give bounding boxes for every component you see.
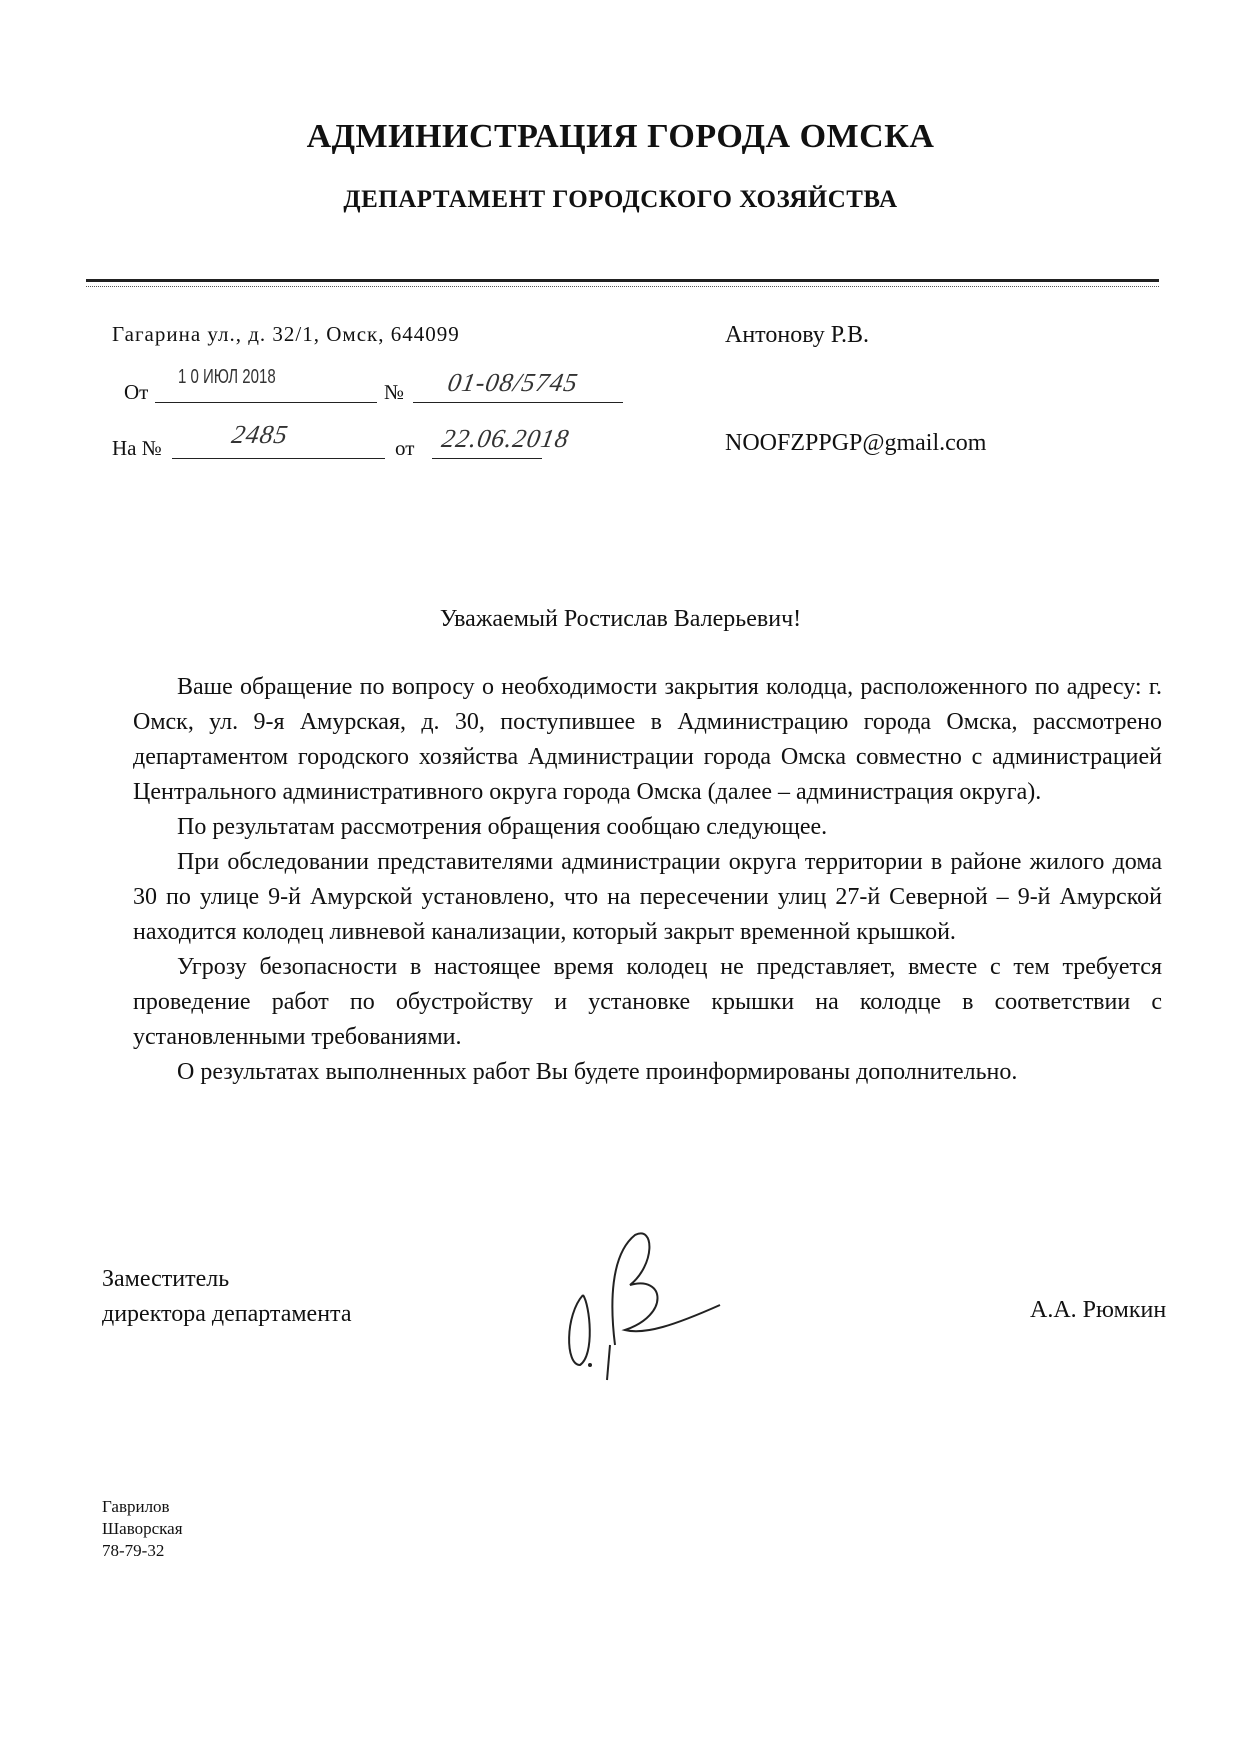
recipient-email: NOOFZPPGP@gmail.com bbox=[725, 430, 987, 456]
reply-label: На № bbox=[112, 436, 162, 460]
paragraph: Угрозу безопасности в настоящее время колодец не представляет, вместе с тем требуется проведение работ по обустройству и установке крышки на колодце в соответствии с установленными требованиями. bbox=[133, 954, 1162, 1050]
executor-phone: 78-79-32 bbox=[102, 1541, 165, 1560]
signatory-name: А.А. Рюмкин bbox=[1030, 1297, 1167, 1323]
signatory-position bbox=[102, 1262, 351, 1332]
sender-address: Гагарина ул., д. 32/1, Омск, 644099 bbox=[112, 322, 460, 346]
handwritten-reply-number: 2485 bbox=[229, 420, 291, 449]
executor-1: Гаврилов bbox=[102, 1497, 170, 1516]
handwritten-signature bbox=[555, 1215, 735, 1395]
reply-number-line bbox=[172, 458, 385, 459]
greeting: Уважаемый Ростислав Валерьевич! bbox=[439, 606, 802, 632]
date-stamp: 1 0 ИЮЛ 2018 bbox=[178, 366, 276, 388]
number-line bbox=[413, 402, 623, 403]
recipient-name: Антонову Р.В. bbox=[725, 322, 870, 348]
paragraph: О результатах выполненных работ Вы будете проинформированы дополнительно. bbox=[177, 1059, 1018, 1085]
from-date-line bbox=[155, 402, 377, 403]
paragraph: Ваше обращение по вопросу о необходимости закрытия колодца, расположенного по адресу: г. Омск, ул. 9-я Амурская, д. 30, поступившее в Администрацию города Омска, рассмотрено департаментом городского хозяйства Администрации города Омска совместно с администрацией Центрального административного округа города Омска (далее – администрация округа). bbox=[133, 674, 1162, 805]
reply-date-line bbox=[432, 458, 542, 459]
handwritten-number: 01-08/5745 bbox=[445, 368, 581, 397]
reply-from-label: от bbox=[395, 436, 415, 460]
header-divider bbox=[86, 279, 1159, 287]
paragraph: По результатам рассмотрения обращения сообщаю следующее. bbox=[177, 814, 828, 840]
department-title: ДЕПАРТАМЕНТ ГОРОДСКОГО ХОЗЯЙСТВА bbox=[343, 186, 898, 213]
position-line2: директора департамента bbox=[102, 1301, 352, 1327]
paragraph: При обследовании представителями администрации округа территории в районе жилого дома 30 по улице 9-й Амурской установлено, что на пересечении улиц 27-й Северной – 9-й Амурской находится колодец ливневой канализации, который закрыт временной крышкой. bbox=[133, 849, 1162, 945]
organization-title: АДМИНИСТРАЦИЯ ГОРОДА ОМСКА bbox=[306, 118, 935, 155]
position-line1: Заместитель bbox=[102, 1266, 230, 1292]
executors bbox=[102, 1496, 183, 1562]
handwritten-reply-date: 22.06.2018 bbox=[439, 424, 572, 453]
number-label: № bbox=[384, 380, 405, 404]
executor-2: Шаворская bbox=[102, 1519, 183, 1538]
from-label: От bbox=[124, 380, 149, 404]
letter-body bbox=[133, 670, 1162, 1090]
